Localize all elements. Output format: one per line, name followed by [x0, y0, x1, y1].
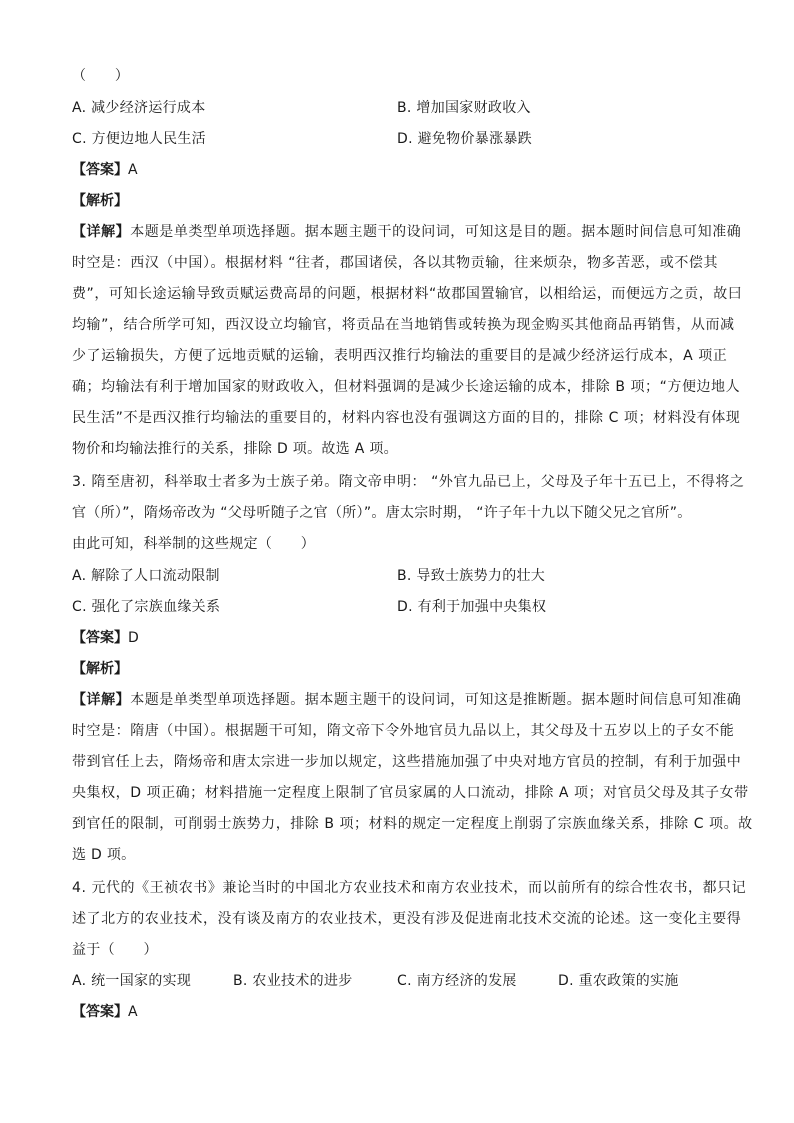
- answer-value: A: [128, 1004, 138, 1020]
- q2-detail-line-7: 民生活”不是西汉推行均输法的重要目的，材料内容也没有强调这方面的目的，排除 C 项；材料没有体现: [72, 410, 741, 426]
- answer-value: A: [128, 162, 138, 178]
- q3-stem-line-2: 官（所）”，隋炀帝改为 “父母听随子之官（所）”。唐太宗时期， “许子年十九以下随父兄之官所”。: [72, 505, 692, 521]
- q4-option-b: B. 农业技术的进步: [233, 973, 353, 989]
- q3-detail-line-5: 到官任的限制，可削弱士族势力，排除 B 项；材料的规定一定程度上削弱了宗族血缘关系，排除 C 项。故: [72, 816, 753, 832]
- detail-text: 本题是单类型单项选择题。据本题主题干的设问词，可知这是目的题。据本题时间信息可知准确: [130, 224, 742, 240]
- q2-option-b: B. 增加国家财政收入: [397, 100, 531, 116]
- q4-option-d: D. 重农政策的实施: [558, 973, 679, 989]
- q2-detail-line-2: 时空是：西汉（中国）。根据材料 “往者，郡国诸侯，各以其物贡输，往来烦杂，物多苦恶，或不偿其: [72, 255, 718, 271]
- q2-option-a: A. 减少经济运行成本: [72, 100, 206, 116]
- q4-stem-line-1: 4. 元代的《王祯农书》兼论当时的中国北方农业技术和南方农业技术，而以前所有的综合性农书，都只记: [72, 880, 747, 896]
- q4-option-a: A. 统一国家的实现: [72, 973, 192, 989]
- answer-label: 【答案】: [72, 162, 128, 178]
- q3-option-a: A. 解除了人口流动限制: [72, 568, 220, 584]
- q3-detail-line-6: 选 D 项。: [72, 847, 136, 863]
- q2-option-d: D. 避免物价暴涨暴跌: [397, 131, 532, 147]
- q3-stem-line-3: 由此可知，科举制的这些规定（ ）: [72, 536, 316, 552]
- q2-detail-line-5: 少了运输损失，方便了远地贡赋的运输，表明西汉推行均输法的重要目的是减少经济运行成本，A 项正: [72, 348, 728, 364]
- analysis-label: 【解析】: [72, 661, 128, 677]
- answer-label: 【答案】: [72, 1004, 128, 1020]
- q2-detail-line-6: 确；均输法有利于增加国家的财政收入，但材料强调的是减少长途运输的成本，排除 B 项；“方便边地人: [72, 379, 741, 395]
- q2-options-row-1: [72, 98, 727, 118]
- q2-options-row-2: [72, 129, 727, 149]
- detail-label: 【详解】: [72, 224, 131, 240]
- q3-analysis-label: [72, 659, 128, 679]
- q3-option-c: C. 强化了宗族血缘关系: [72, 599, 221, 615]
- q2-option-c: C. 方便边地人民生活: [72, 131, 206, 147]
- question-paren: （ ）: [72, 68, 130, 84]
- q4-stem-line-2: 述了北方的农业技术，没有谈及南方的农业技术，更没有涉及促进南北技术交流的论述。这一变化主要得: [72, 911, 742, 927]
- answer-label: 【答案】: [72, 630, 128, 646]
- q3-options-row-1: [72, 566, 727, 586]
- q3-option-d: D. 有利于加强中央集权: [397, 599, 547, 615]
- q3-answer: [72, 628, 139, 648]
- q4-answer: [72, 1002, 138, 1022]
- q2-detail-line-4: 均输”，结合所学可知，西汉设立均输官，将贡品在当地销售或转换为现金购买其他商品再销售，从而减: [72, 317, 735, 333]
- q2-detail-line-8: 物价和均输法推行的关系，排除 D 项。故选 A 项。: [72, 441, 398, 457]
- q2-analysis-label: [72, 191, 128, 211]
- q2-answer: [72, 160, 138, 180]
- analysis-label: 【解析】: [72, 193, 128, 209]
- q3-detail-line-1: [72, 690, 742, 710]
- detail-label: 【详解】: [72, 692, 131, 708]
- q3-detail-line-4: 央集权，D 项正确；材料措施一定程度上限制了官员家属的人口流动，排除 A 项；对官员父母及其子女带: [72, 785, 749, 801]
- q2-detail-line-1: [72, 222, 742, 242]
- q3-stem-line-1: 3. 隋至唐初，科举取士者多为士族子弟。隋文帝申明： “外官九品已上，父母及子年十五已上，不得将之: [72, 474, 745, 490]
- q3-detail-line-2: 时空是：隋唐（中国）。根据题干可知，隋文帝下令外地官员九品以上，其父母及十五岁以上的子女不能: [72, 723, 735, 739]
- q3-detail-line-3: 带到官任上去，隋炀帝和唐太宗进一步加以规定，这些措施加强了中央对地方官员的控制，有利于加强中: [72, 754, 742, 770]
- q4-option-c: C. 南方经济的发展: [397, 973, 517, 989]
- q3-option-b: B. 导致士族势力的壮大: [397, 568, 546, 584]
- q4-stem-line-3: 益于（ ）: [72, 942, 158, 958]
- detail-text: 本题是单类型单项选择题。据本题主题干的设问词，可知这是推断题。据本题时间信息可知准确: [130, 692, 742, 708]
- q2-detail-line-3: 费”，可知长途运输导致贡赋运费高昂的问题，根据材料“故郡国置输官，以相给运，而便远方之贡，故曰: [72, 286, 743, 302]
- q3-options-row-2: [72, 597, 727, 617]
- q4-options-row: [72, 971, 727, 991]
- answer-value: D: [128, 630, 139, 646]
